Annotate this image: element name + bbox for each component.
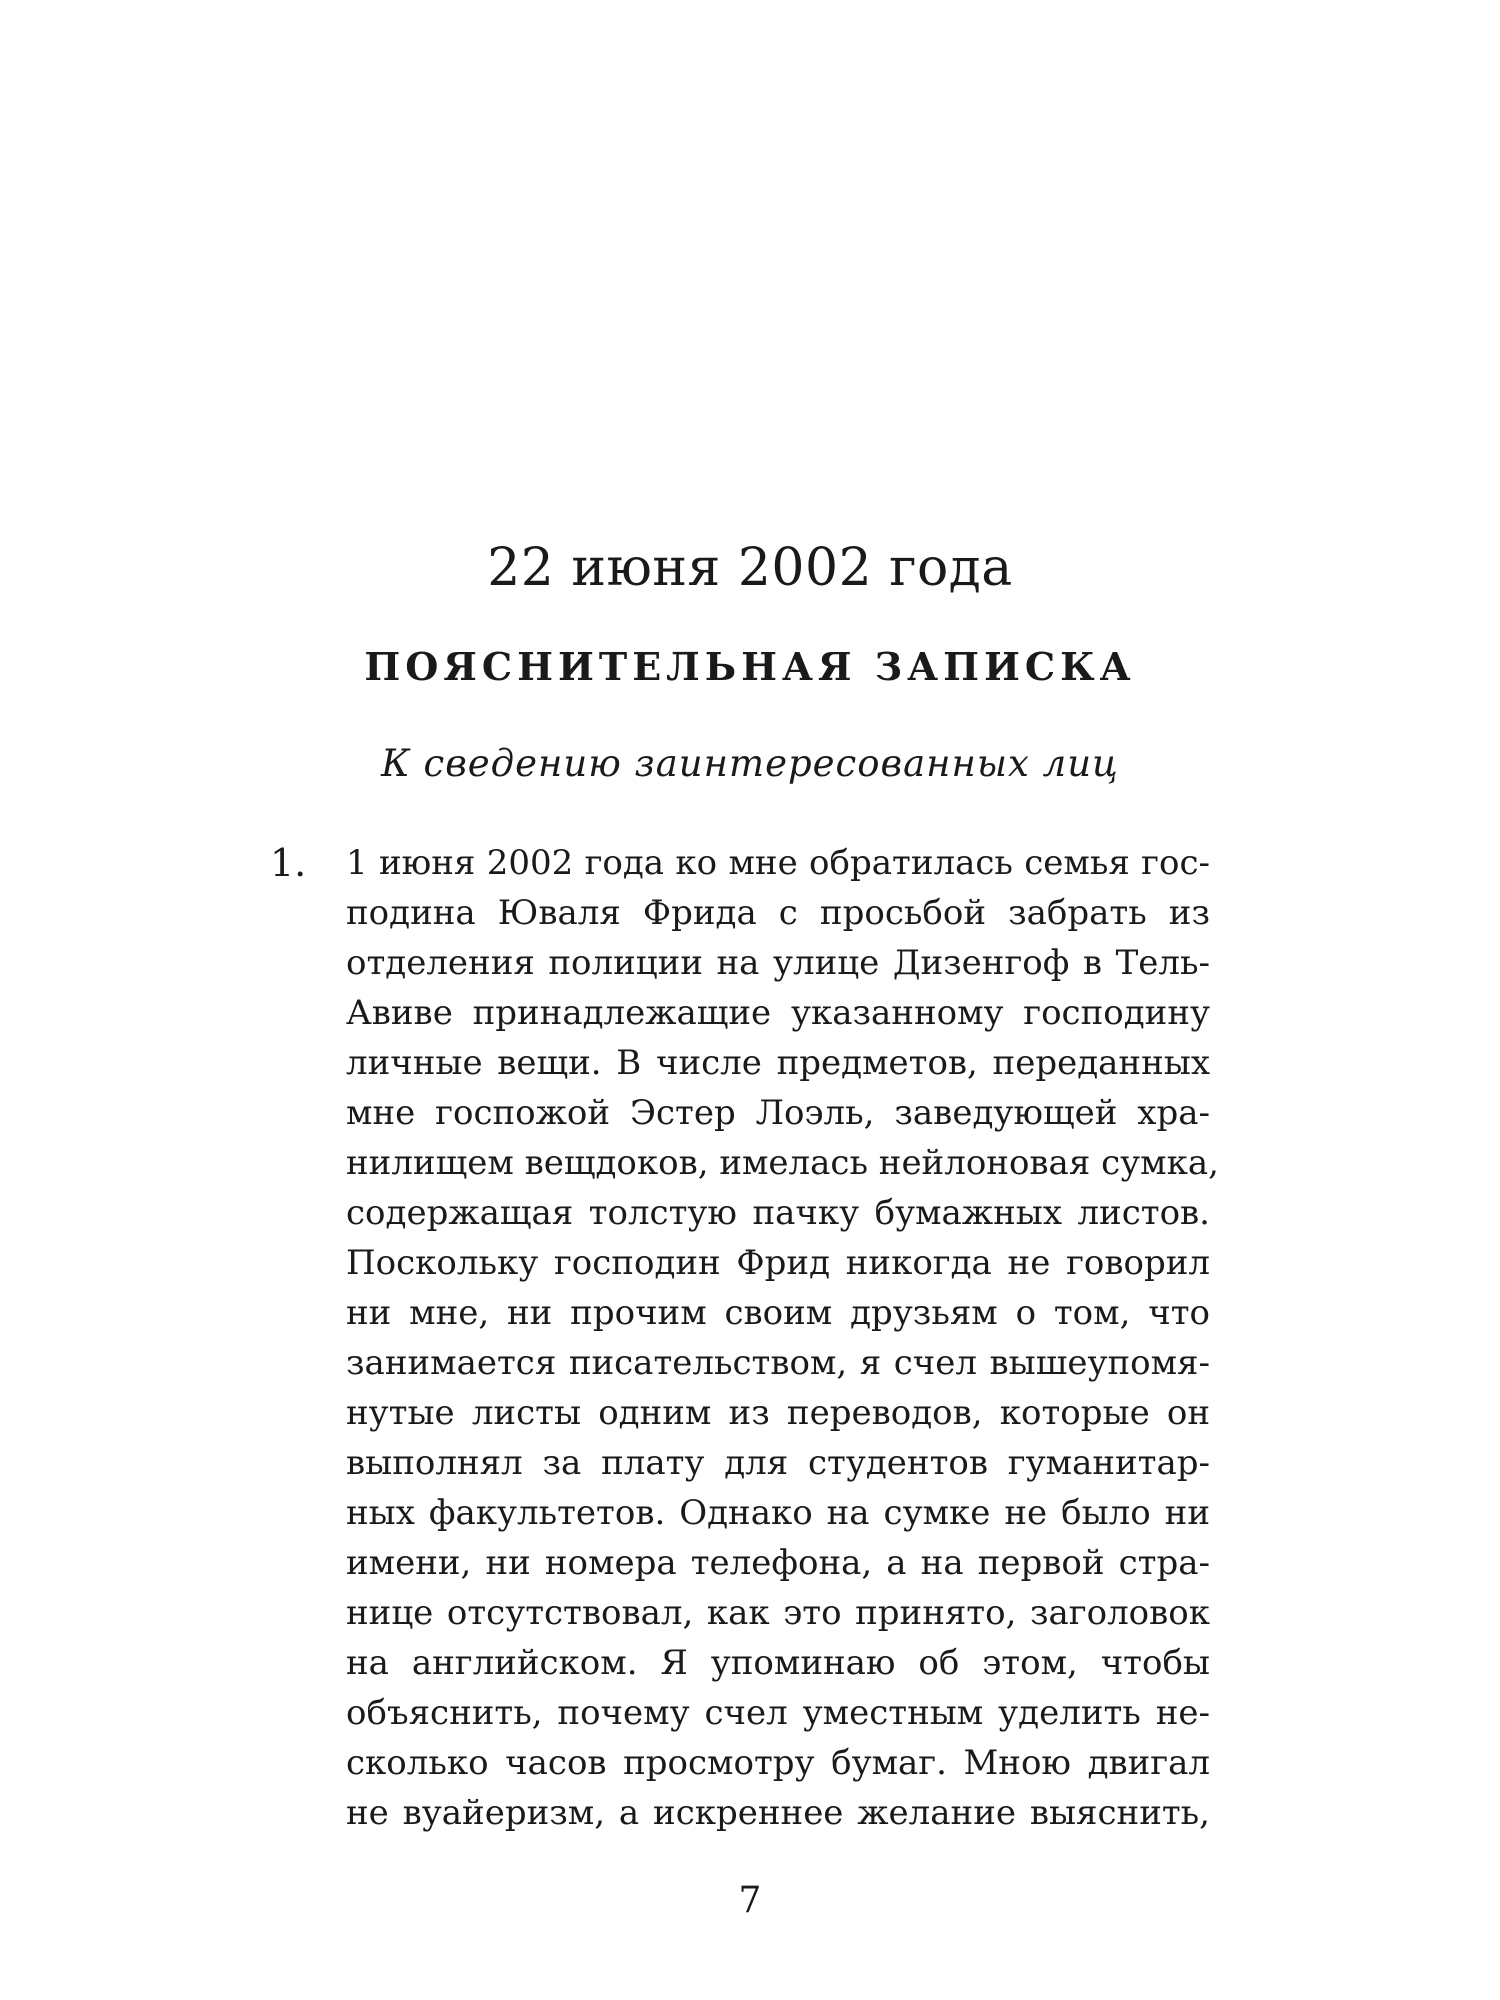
paragraph-line: сколько часов просмотру бумаг. Мною двигал <box>346 1743 1210 1783</box>
paragraph-line: нилищем вещдоков, имелась нейлоновая сумка, <box>346 1143 1219 1183</box>
paragraph-line: мне госпожой Эстер Лоэль, заведующей хра- <box>346 1093 1210 1133</box>
addressee-line: К сведению заинтересованных лиц <box>381 742 1119 785</box>
paragraph-line: нице отсутствовал, как это принято, заголовок <box>346 1593 1210 1633</box>
section-title: ПОЯСНИТЕЛЬНАЯ ЗАПИСКА <box>364 644 1136 689</box>
paragraph-line: 1 июня 2002 года ко мне обратилась семья гос- <box>346 843 1210 883</box>
paragraph-line: Авиве принадлежащие указанному господину <box>346 993 1210 1033</box>
paragraph-line: имени, ни номера телефона, а на первой стра- <box>346 1543 1210 1583</box>
paragraph-line: личные вещи. В числе предметов, переданных <box>346 1043 1210 1083</box>
paragraph-line: ни мне, ни прочим своим друзьям о том, что <box>346 1293 1210 1333</box>
page-number: 7 <box>738 1880 762 1921</box>
date-heading: 22 июня 2002 года <box>487 538 1013 598</box>
paragraph-line: нутые листы одним из переводов, которые он <box>346 1393 1210 1433</box>
paragraph-line: объяснить, почему счел уместным уделить не- <box>346 1693 1210 1733</box>
paragraph-body <box>346 838 1219 1838</box>
paragraph-line: на английском. Я упоминаю об этом, чтобы <box>346 1643 1210 1683</box>
paragraph-line: ных факультетов. Однако на сумке не было ни <box>346 1493 1210 1533</box>
paragraph-line: отделения полиции на улице Дизенгоф в Тель- <box>346 943 1210 983</box>
paragraph-number: 1. <box>270 841 307 885</box>
paragraph-line: занимается писательством, я счел вышеупомя- <box>346 1343 1210 1383</box>
paragraph-line: выполнял за плату для студентов гуманитар- <box>346 1443 1210 1483</box>
paragraph-line: подина Юваля Фрида с просьбой забрать из <box>346 893 1210 933</box>
paragraph-line: Поскольку господин Фрид никогда не говорил <box>346 1243 1210 1283</box>
paragraph-line: не вуайеризм, а искреннее желание выяснить, <box>346 1793 1210 1833</box>
paragraph-line: содержащая толстую пачку бумажных листов. <box>346 1193 1210 1233</box>
